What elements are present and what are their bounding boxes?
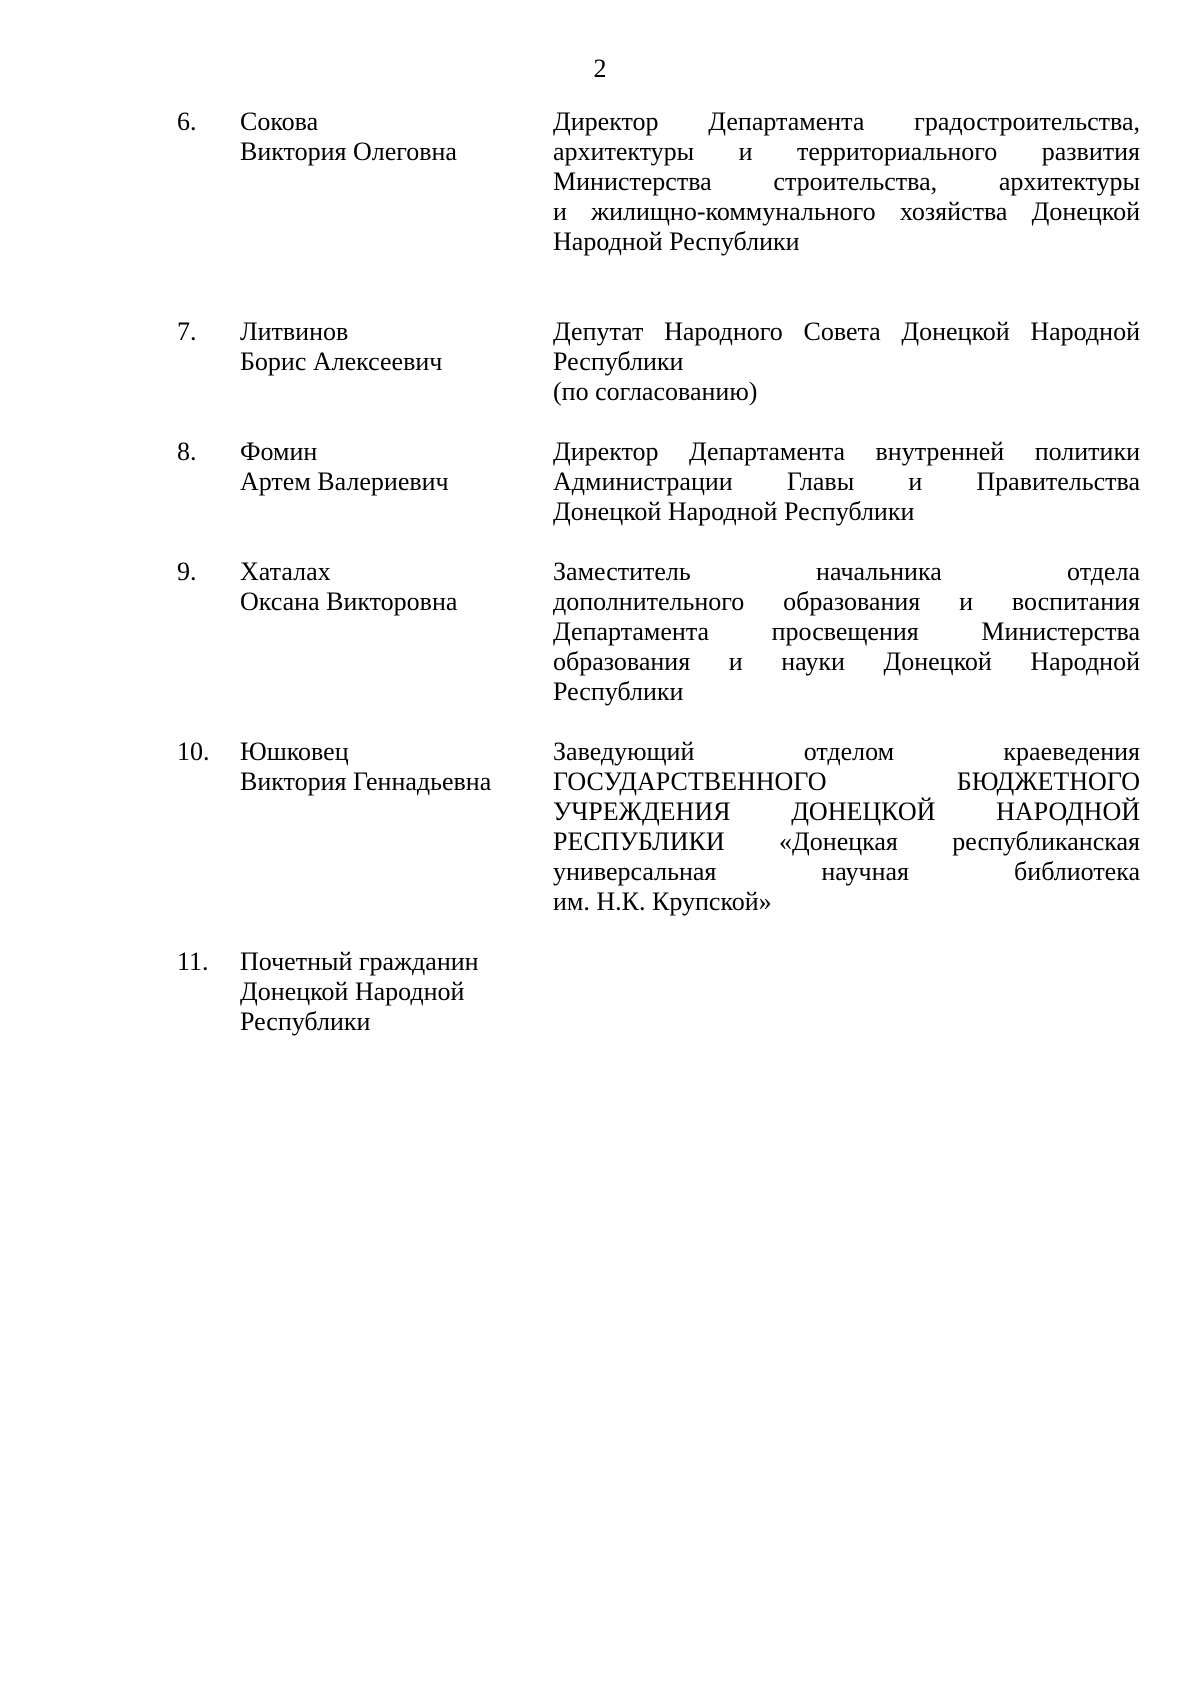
- entry-number: 6.: [177, 107, 197, 136]
- position-line: РЕСПУБЛИКИ «Донецкая республиканская: [553, 827, 1140, 856]
- name-line: Юшковец: [240, 737, 349, 766]
- position-line: Министерства строительства, архитектуры: [553, 167, 1140, 196]
- position-line: Заместитель начальника отдела: [553, 557, 1140, 586]
- name-line: Артем Валериевич: [240, 467, 449, 496]
- entry-position: [553, 557, 1140, 707]
- list-entry: [0, 947, 1200, 1037]
- position-line: Депутат Народного Совета Донецкой Народной: [553, 317, 1140, 346]
- position-line: УЧРЕЖДЕНИЯ ДОНЕЦКОЙ НАРОДНОЙ: [553, 797, 1140, 826]
- position-line: Республики: [553, 677, 684, 706]
- list-entry: [0, 557, 1200, 707]
- entry-number: 9.: [177, 557, 197, 586]
- entry-position: [553, 317, 1140, 407]
- list-entry: [0, 107, 1200, 287]
- name-line: Оксана Викторовна: [240, 587, 458, 616]
- position-line: Директор Департамента внутренней политики: [553, 437, 1140, 466]
- entry-name: [240, 437, 540, 497]
- page-number: 2: [593, 54, 607, 83]
- entry-number: 11.: [177, 947, 209, 976]
- position-line: образования и науки Донецкой Народной: [553, 647, 1140, 676]
- position-line: Народной Республики: [553, 227, 800, 256]
- entry-name: [240, 317, 540, 377]
- name-line: Литвинов: [240, 317, 349, 346]
- position-line: Донецкой Народной Республики: [553, 497, 915, 526]
- entry-number: 7.: [177, 317, 197, 346]
- name-line: Виктория Олеговна: [240, 137, 457, 166]
- position-line: архитектуры и территориального развития: [553, 137, 1140, 166]
- position-line: Директор Департамента градостроительства,: [553, 107, 1140, 136]
- name-line: Фомин: [240, 437, 318, 466]
- position-line: (по согласованию): [553, 377, 758, 406]
- list-entry: [0, 317, 1200, 407]
- name-line: Донецкой Народной: [240, 977, 465, 1006]
- position-line: Республики: [553, 347, 684, 376]
- entry-name: [240, 107, 540, 167]
- name-line: Виктория Геннадьевна: [240, 767, 492, 796]
- name-line: Хаталах: [240, 557, 331, 586]
- name-line: Республики: [240, 1007, 371, 1036]
- name-line: Почетный гражданин: [240, 947, 479, 976]
- entry-name: [240, 737, 540, 797]
- entry-position: [553, 737, 1140, 917]
- name-line: Сокова: [240, 107, 319, 136]
- position-line: дополнительного образования и воспитания: [553, 587, 1140, 616]
- position-line: им. Н.К. Крупской»: [553, 887, 772, 916]
- position-line: и жилищно-коммунального хозяйства Донецкой: [553, 197, 1140, 226]
- entry-position: [553, 437, 1140, 527]
- position-line: ГОСУДАРСТВЕННОГО БЮДЖЕТНОГО: [553, 767, 1140, 796]
- position-line: Заведующий отделом краеведения: [553, 737, 1140, 766]
- position-line: Администрации Главы и Правительства: [553, 467, 1140, 496]
- position-line: Департамента просвещения Министерства: [553, 617, 1140, 646]
- position-line: универсальная научная библиотека: [553, 857, 1140, 886]
- entry-name: [240, 557, 540, 617]
- entry-number: 8.: [177, 437, 197, 466]
- entry-position: [553, 107, 1140, 257]
- member-list: [0, 107, 1200, 1067]
- list-entry: [0, 437, 1200, 527]
- entry-number: 10.: [177, 737, 210, 766]
- list-entry: [0, 737, 1200, 917]
- entry-name: [240, 947, 540, 1037]
- name-line: Борис Алексеевич: [240, 347, 443, 376]
